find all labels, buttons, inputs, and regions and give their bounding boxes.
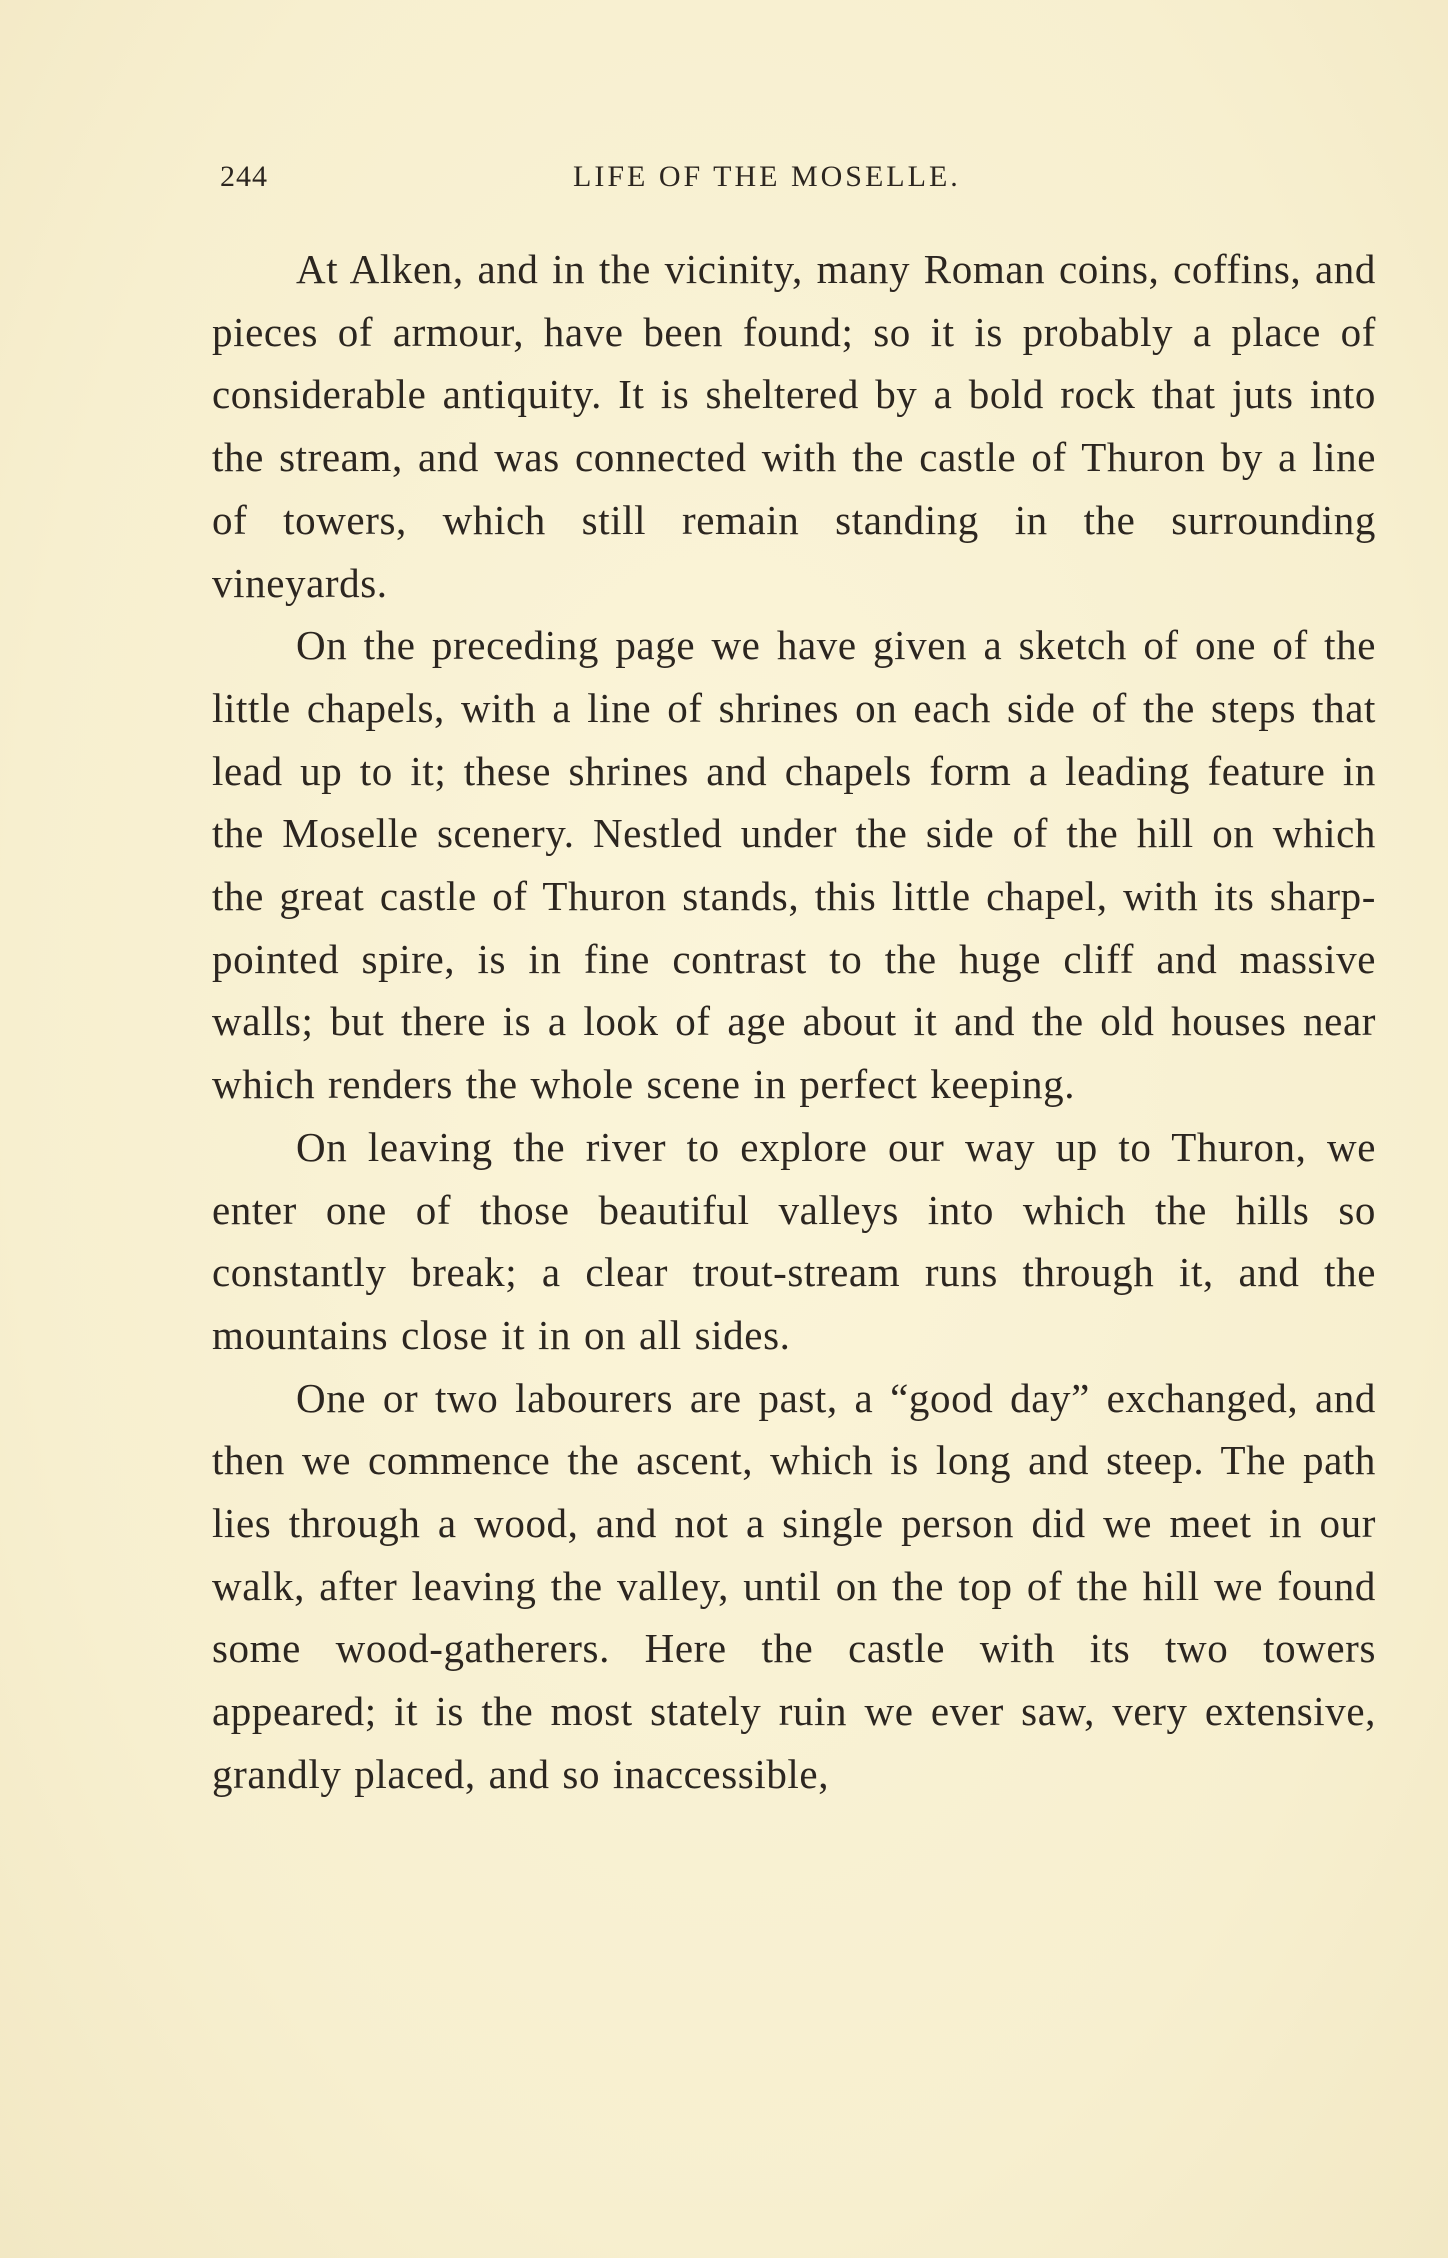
paragraph-alken: At Alken, and in the vicinity, many Roman coins, coffins, and pieces of armour, have been found; so it is probably a place of considerable antiquity. It is sheltered by a bold rock that juts into the stream, and was connected with the castle of Thuron by a line of towers, which still remain standing in the surrounding vineyards.: [212, 246, 1376, 606]
paragraph-chapel: On the preceding page we have given a sketch of one of the little chapels, with a line of shrines on each side of the steps that lead up to it; these shrines and chapels form a leading feature in the Moselle scenery. Nestled under the side of the hill on which the great castle of Thuron stands, this little chapel, with its sharp-pointed spire, is in fine contrast to the huge cliff and massive walls; but there is a look of age about it and the old houses near which renders the whole scene in perfect keeping.: [212, 622, 1376, 1108]
paragraph-ascent: One or two labourers are past, a “good day” exchanged, and then we commence the ascent, which is long and steep. The path lies through a wood, and not a single person did we meet in our walk, after leaving the valley, until on the top of the hill we found some wood-gatherers. Here the castle with its two towers appeared; it is the most stately ruin we ever saw, very extensive, grandly placed, and so inaccessible,: [212, 1374, 1376, 1797]
running-head: LIFE OF THE MOSELLE.: [573, 160, 961, 193]
paragraph-valley: On leaving the river to explore our way up to Thuron, we enter one of those beautiful valleys into which the hills so constantly break; a clear trout-stream runs through it, and the mountains close it in on all sides.: [212, 1123, 1376, 1358]
body-text: [212, 238, 1376, 1806]
page-number: 244: [220, 160, 268, 193]
page-header: [220, 160, 1380, 206]
